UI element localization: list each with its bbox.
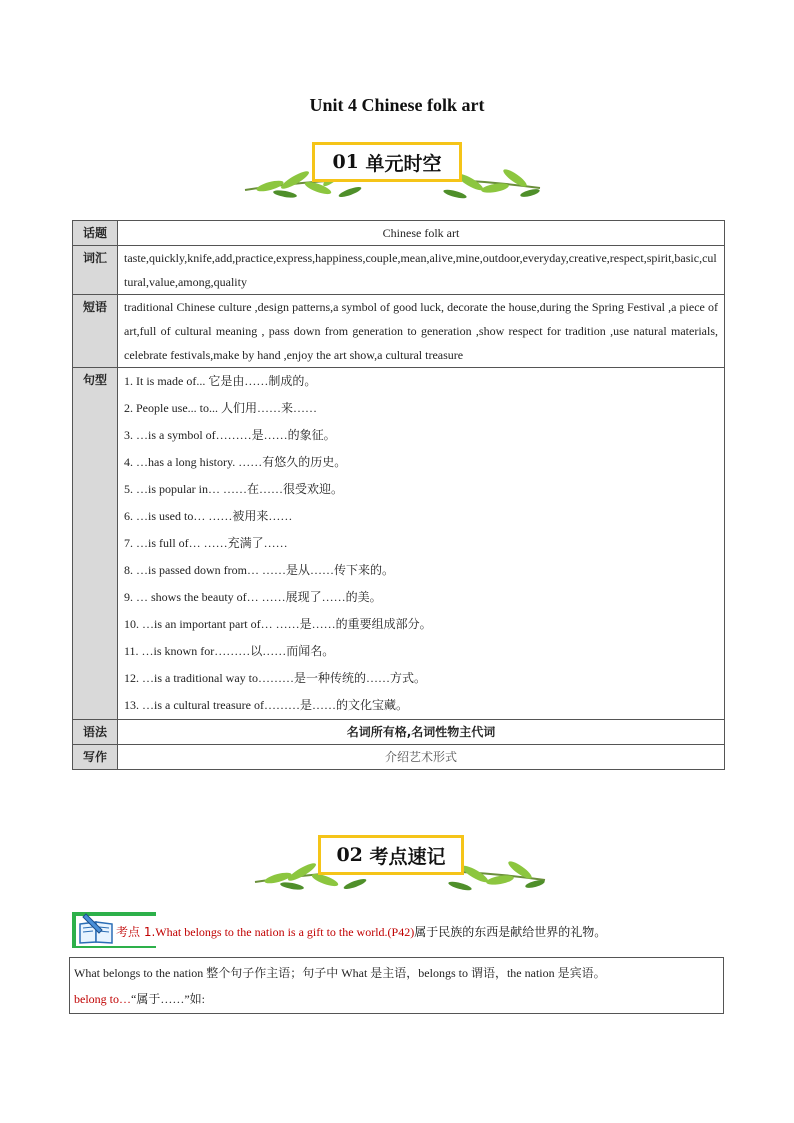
list-item: 1. It is made of... 它是由……制成的。 bbox=[124, 374, 317, 388]
writing-value: 介绍艺术形式 bbox=[118, 745, 725, 770]
section-banner-02 bbox=[250, 832, 550, 904]
section-title: 考点速记 bbox=[369, 845, 446, 868]
section-number: 01 bbox=[332, 151, 359, 173]
list-item: 8. …is passed down from… ……是从……传下来的。 bbox=[124, 563, 394, 577]
section-number: 02 bbox=[336, 844, 363, 866]
list-item: 5. …is popular in… ……在……很受欢迎。 bbox=[124, 482, 343, 496]
row-label: 句型 bbox=[73, 368, 118, 720]
list-item: 2. People use... to... 人们用……来…… bbox=[124, 401, 317, 415]
page-title: Unit 4 Chinese folk art bbox=[309, 95, 485, 115]
explanation-line bbox=[74, 986, 719, 1012]
explanation-line: What belongs to the nation 整个句子作主语；句子中 What 是主语，belongs to 谓语，the nation 是宾语。 bbox=[74, 966, 606, 980]
topic-value: Chinese folk art bbox=[118, 221, 725, 246]
row-label: 短语 bbox=[73, 295, 118, 368]
phrase-meaning: “属于……”如: bbox=[131, 992, 205, 1006]
list-item: 13. …is a cultural treasure of………是……的文化宝藏。 bbox=[124, 698, 408, 712]
list-item: 6. …is used to… ……被用来…… bbox=[124, 509, 293, 523]
exam-point-label: 考点 1. bbox=[116, 925, 156, 939]
section-banner-box bbox=[318, 835, 464, 875]
exam-point-row bbox=[72, 910, 725, 950]
section-title: 单元时空 bbox=[365, 152, 442, 175]
list-item: 11. …is known for………以……而闻名。 bbox=[124, 644, 335, 658]
table-row-topic bbox=[73, 221, 725, 246]
unit-overview-table bbox=[72, 220, 725, 770]
explanation-box bbox=[69, 957, 724, 1014]
exam-point-translation: 属于民族的东西是献给世界的礼物。 bbox=[414, 925, 607, 939]
list-item: 3. …is a symbol of………是……的象征。 bbox=[124, 428, 336, 442]
table-row-vocab bbox=[73, 246, 725, 295]
row-label: 写作 bbox=[73, 745, 118, 770]
grammar-value: 名词所有格,名词性物主代词 bbox=[118, 720, 725, 745]
table-row-grammar bbox=[73, 720, 725, 745]
list-item: 7. …is full of… ……充满了…… bbox=[124, 536, 288, 550]
table-row-writing bbox=[73, 745, 725, 770]
phrases-value: traditional Chinese culture ,design patterns,a symbol of good luck, decorate the house,during the Spring Festival ,a piece of art,full of cultural meaning , pass down from generation to generation ,show respect for tradition ,use natural materials, celebrate festivals,make by hand ,enjoy the art show,a cultural treasure bbox=[118, 295, 725, 368]
list-item: 4. …has a long history. ……有悠久的历史。 bbox=[124, 455, 347, 469]
vocab-value: taste,quickly,knife,add,practice,express,happiness,couple,mean,alive,mine,outdoor,everyday,creative,respect,spirit,basic,cultural,value,among,quality bbox=[118, 246, 725, 295]
list-item: 9. … shows the beauty of… ……展现了……的美。 bbox=[124, 590, 382, 604]
row-label: 话题 bbox=[73, 221, 118, 246]
patterns-list bbox=[118, 368, 725, 720]
section-banner-box bbox=[312, 142, 462, 182]
table-row-patterns bbox=[73, 368, 725, 720]
row-label: 语法 bbox=[73, 720, 118, 745]
section-banner-01 bbox=[240, 138, 550, 213]
exam-point-sentence: What belongs to the nation is a gift to the world.(P42) bbox=[155, 925, 415, 939]
table-row-phrases bbox=[73, 295, 725, 368]
list-item: 10. …is an important part of… ……是……的重要组成部分。 bbox=[124, 617, 432, 631]
phrase-highlight: belong to… bbox=[74, 992, 131, 1006]
row-label: 词汇 bbox=[73, 246, 118, 295]
exam-point-text bbox=[116, 923, 606, 940]
list-item: 12. …is a traditional way to………是一种传统的……方式。 bbox=[124, 671, 426, 685]
